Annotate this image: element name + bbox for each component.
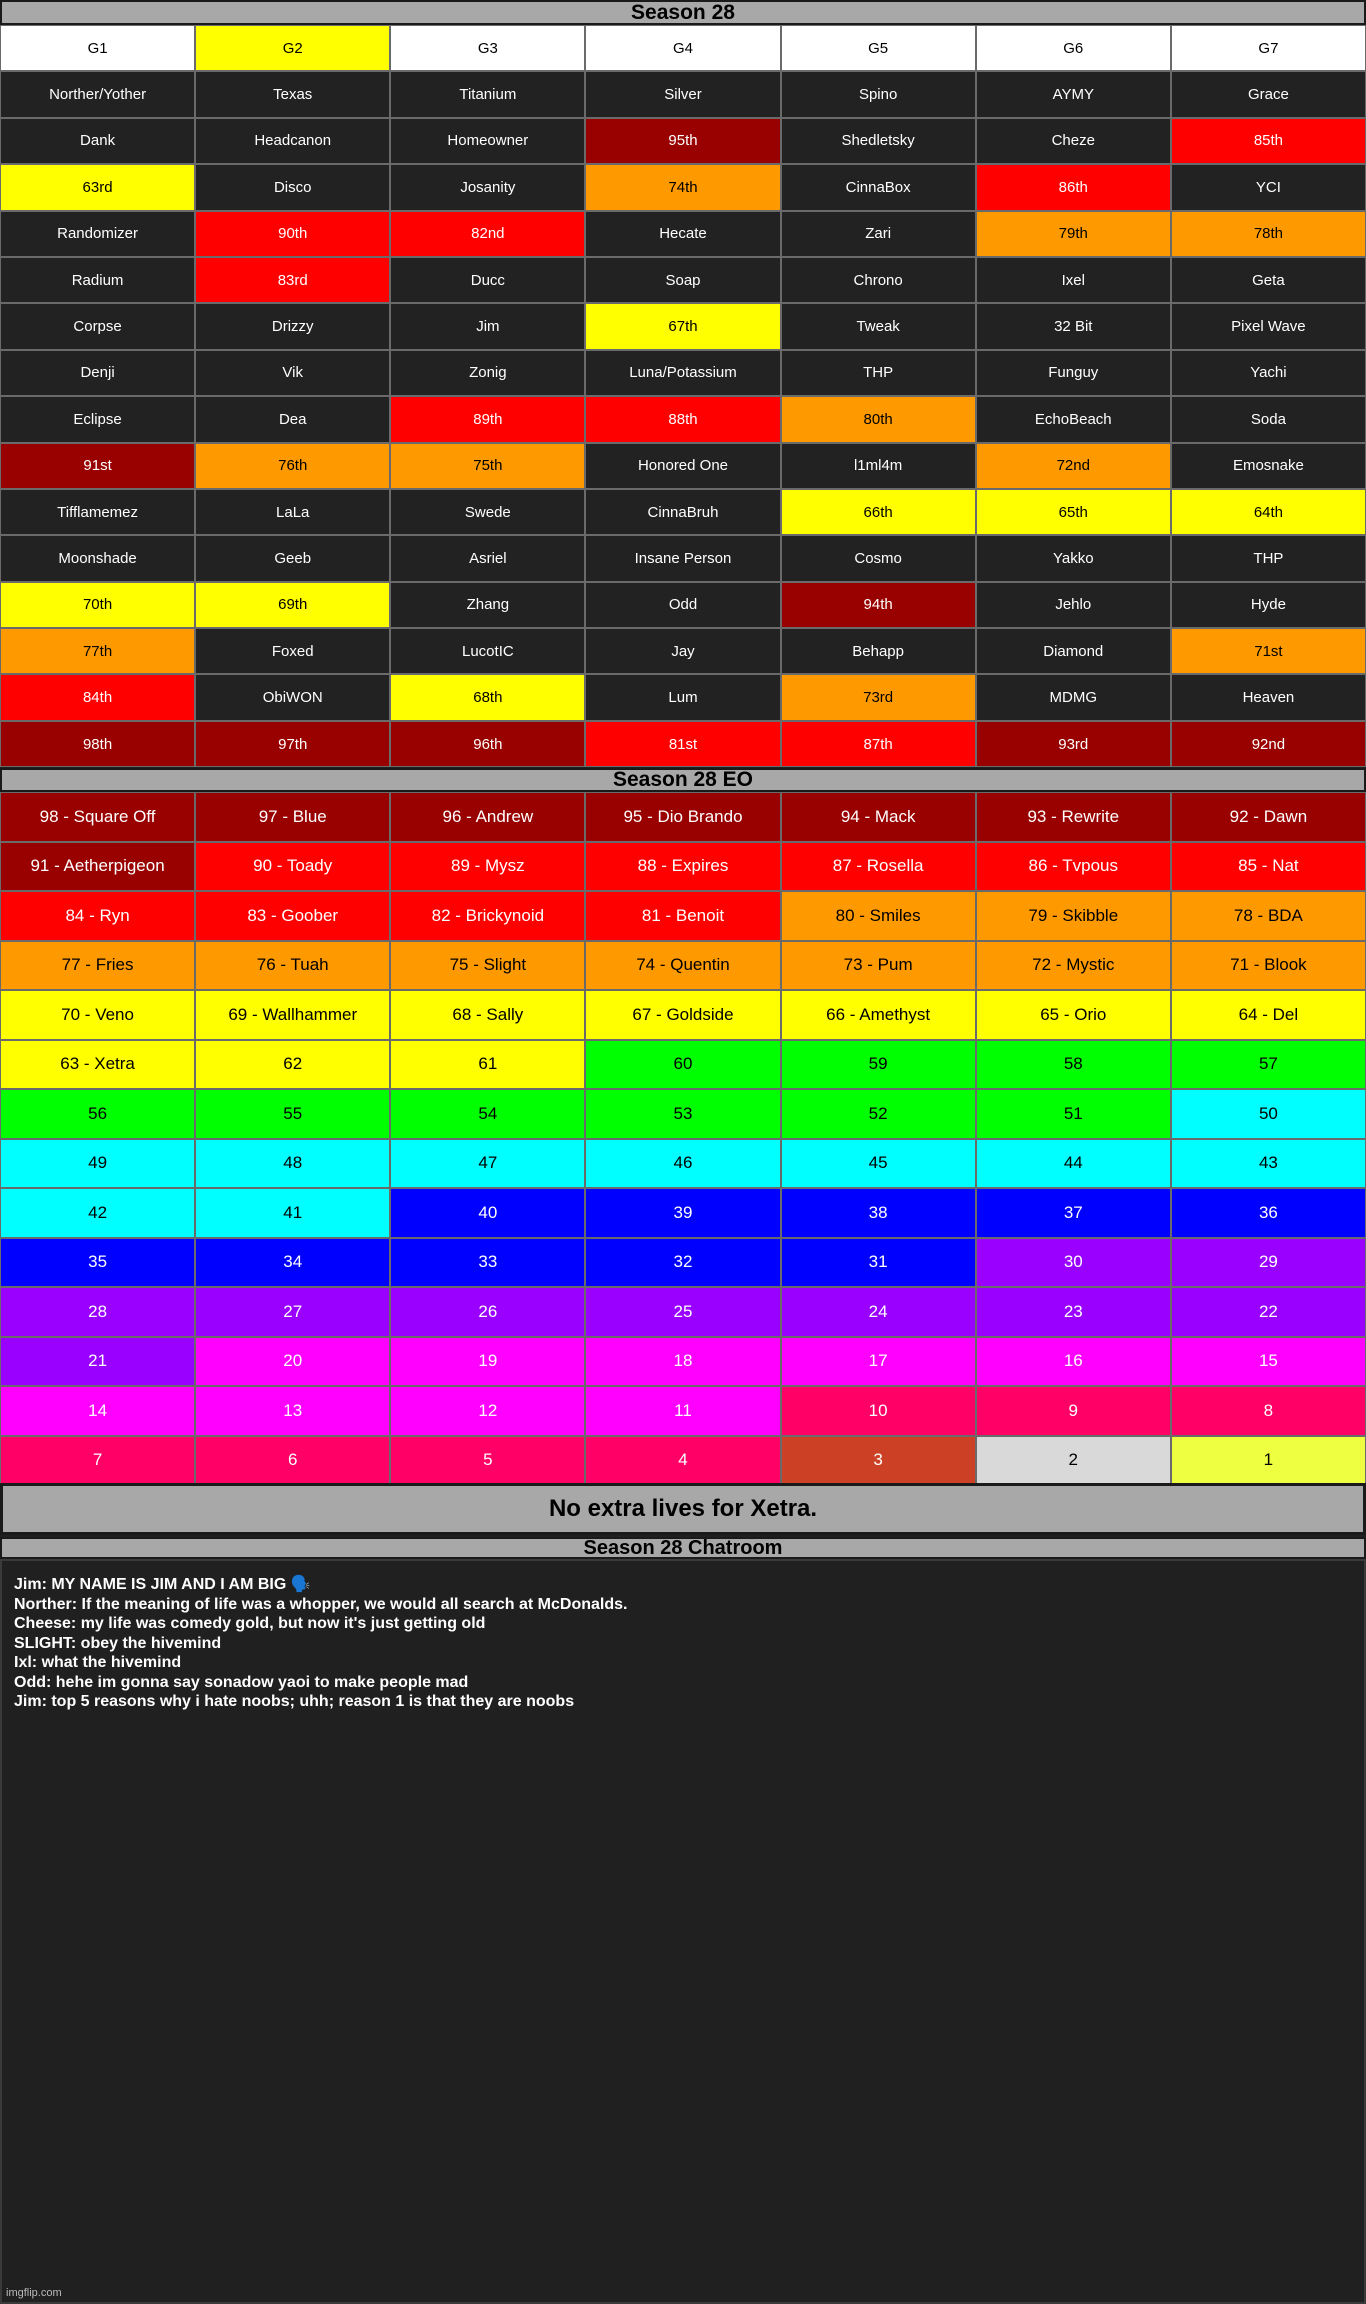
eo-cell: 89 - Mysz xyxy=(390,842,585,892)
roster-cell: Tweak xyxy=(781,303,976,349)
roster-cell: Zhang xyxy=(390,582,585,628)
roster-cell: 68th xyxy=(390,674,585,720)
roster-cell: 93rd xyxy=(976,721,1171,767)
roster-cell: 96th xyxy=(390,721,585,767)
chat-message: Norther: If the meaning of life was a whopper, we would all search at McDonalds. xyxy=(14,1595,628,1613)
roster-cell: 97th xyxy=(195,721,390,767)
roster-cell: 77th xyxy=(0,628,195,674)
roster-cell: Diamond xyxy=(976,628,1171,674)
eo-cell: 56 xyxy=(0,1089,195,1139)
eo-cell: 24 xyxy=(781,1287,976,1337)
roster-cell: Luna/Potassium xyxy=(585,350,780,396)
chatroom-title: Season 28 Chatroom xyxy=(0,1537,1366,1559)
eo-cell: 58 xyxy=(976,1040,1171,1090)
roster-cell: 90th xyxy=(195,211,390,257)
roster-cell: 87th xyxy=(781,721,976,767)
roster-cell: 72nd xyxy=(976,443,1171,489)
roster-grid xyxy=(0,25,1366,767)
eo-cell: 45 xyxy=(781,1139,976,1189)
eo-cell: 7 xyxy=(0,1436,195,1486)
roster-cell: Jehlo xyxy=(976,582,1171,628)
eo-cell: 14 xyxy=(0,1386,195,1436)
roster-cell: Ixel xyxy=(976,257,1171,303)
eo-cell: 44 xyxy=(976,1139,1171,1189)
roster-cell: 92nd xyxy=(1171,721,1366,767)
eo-cell: 96 - Andrew xyxy=(390,792,585,842)
eo-cell: 46 xyxy=(585,1139,780,1189)
eo-cell: 30 xyxy=(976,1238,1171,1288)
eo-cell: 3 xyxy=(781,1436,976,1486)
chat-message: SLIGHT: obey the hivemind xyxy=(14,1634,222,1652)
eo-cell: 64 - Del xyxy=(1171,990,1366,1040)
roster-cell: G5 xyxy=(781,25,976,71)
eo-cell: 80 - Smiles xyxy=(781,891,976,941)
roster-cell: Josanity xyxy=(390,164,585,210)
eo-cell: 41 xyxy=(195,1188,390,1238)
eo-cell: 6 xyxy=(195,1436,390,1486)
eo-cell: 52 xyxy=(781,1089,976,1139)
eo-cell: 88 - Expires xyxy=(585,842,780,892)
eo-cell: 39 xyxy=(585,1188,780,1238)
roster-cell: 69th xyxy=(195,582,390,628)
eo-cell: 19 xyxy=(390,1337,585,1387)
roster-cell: Zari xyxy=(781,211,976,257)
eo-cell: 42 xyxy=(0,1188,195,1238)
eo-title: Season 28 EO xyxy=(0,768,1366,792)
roster-cell: G6 xyxy=(976,25,1171,71)
eo-cell: 77 - Fries xyxy=(0,941,195,991)
roster-cell: Dank xyxy=(0,118,195,164)
eo-cell: 5 xyxy=(390,1436,585,1486)
eo-cell: 85 - Nat xyxy=(1171,842,1366,892)
roster-cell: Vik xyxy=(195,350,390,396)
eo-cell: 18 xyxy=(585,1337,780,1387)
roster-cell: EchoBeach xyxy=(976,396,1171,442)
eo-cell: 26 xyxy=(390,1287,585,1337)
eo-cell: 97 - Blue xyxy=(195,792,390,842)
eo-cell: 66 - Amethyst xyxy=(781,990,976,1040)
eo-cell: 23 xyxy=(976,1287,1171,1337)
roster-cell: Jay xyxy=(585,628,780,674)
roster-cell: 65th xyxy=(976,489,1171,535)
roster-cell: Spino xyxy=(781,71,976,117)
roster-cell: Corpse xyxy=(0,303,195,349)
eo-cell: 12 xyxy=(390,1386,585,1436)
roster-cell: Heaven xyxy=(1171,674,1366,720)
roster-cell: Denji xyxy=(0,350,195,396)
roster-cell: 82nd xyxy=(390,211,585,257)
roster-cell: CinnaBruh xyxy=(585,489,780,535)
eo-cell: 61 xyxy=(390,1040,585,1090)
eo-cell: 59 xyxy=(781,1040,976,1090)
roster-cell: Texas xyxy=(195,71,390,117)
eo-cell: 10 xyxy=(781,1386,976,1436)
roster-cell: 79th xyxy=(976,211,1171,257)
eo-cell: 76 - Tuah xyxy=(195,941,390,991)
roster-cell: Pixel Wave xyxy=(1171,303,1366,349)
eo-cell: 35 xyxy=(0,1238,195,1288)
eo-cell: 82 - Brickynoid xyxy=(390,891,585,941)
roster-cell: YCI xyxy=(1171,164,1366,210)
watermark: imgflip.com xyxy=(6,2287,62,2299)
eo-cell: 33 xyxy=(390,1238,585,1288)
eo-cell: 25 xyxy=(585,1287,780,1337)
roster-cell: Funguy xyxy=(976,350,1171,396)
eo-cell: 69 - Wallhammer xyxy=(195,990,390,1040)
season-title: Season 28 xyxy=(0,0,1366,25)
roster-cell: Geeb xyxy=(195,535,390,581)
roster-cell: Randomizer xyxy=(0,211,195,257)
roster-cell: Cosmo xyxy=(781,535,976,581)
roster-cell: CinnaBox xyxy=(781,164,976,210)
roster-cell: G2 xyxy=(195,25,390,71)
eo-cell: 50 xyxy=(1171,1089,1366,1139)
roster-cell: 89th xyxy=(390,396,585,442)
eo-cell: 55 xyxy=(195,1089,390,1139)
roster-cell: 64th xyxy=(1171,489,1366,535)
roster-cell: Yachi xyxy=(1171,350,1366,396)
roster-cell: 74th xyxy=(585,164,780,210)
roster-cell: Dea xyxy=(195,396,390,442)
eo-cell: 79 - Skibble xyxy=(976,891,1171,941)
roster-cell: Cheze xyxy=(976,118,1171,164)
eo-cell: 27 xyxy=(195,1287,390,1337)
roster-cell: Yakko xyxy=(976,535,1171,581)
eo-cell: 15 xyxy=(1171,1337,1366,1387)
roster-cell: 32 Bit xyxy=(976,303,1171,349)
eo-cell: 95 - Dio Brando xyxy=(585,792,780,842)
eo-cell: 17 xyxy=(781,1337,976,1387)
roster-cell: LaLa xyxy=(195,489,390,535)
roster-cell: 83rd xyxy=(195,257,390,303)
eo-cell: 51 xyxy=(976,1089,1171,1139)
roster-cell: MDMG xyxy=(976,674,1171,720)
roster-cell: Jim xyxy=(390,303,585,349)
eo-cell: 73 - Pum xyxy=(781,941,976,991)
roster-cell: Hyde xyxy=(1171,582,1366,628)
eo-cell: 22 xyxy=(1171,1287,1366,1337)
roster-cell: 75th xyxy=(390,443,585,489)
roster-cell: Titanium xyxy=(390,71,585,117)
roster-cell: l1ml4m xyxy=(781,443,976,489)
eo-cell: 49 xyxy=(0,1139,195,1189)
roster-cell: LucotIC xyxy=(390,628,585,674)
eo-cell: 83 - Goober xyxy=(195,891,390,941)
eo-cell: 2 xyxy=(976,1436,1171,1486)
eo-cell: 84 - Ryn xyxy=(0,891,195,941)
roster-cell: Drizzy xyxy=(195,303,390,349)
roster-cell: Headcanon xyxy=(195,118,390,164)
eo-cell: 47 xyxy=(390,1139,585,1189)
eo-cell: 65 - Orio xyxy=(976,990,1171,1040)
eo-cell: 91 - Aetherpigeon xyxy=(0,842,195,892)
eo-cell: 67 - Goldside xyxy=(585,990,780,1040)
eo-cell: 34 xyxy=(195,1238,390,1288)
eo-cell: 37 xyxy=(976,1188,1171,1238)
eo-cell: 13 xyxy=(195,1386,390,1436)
roster-cell: 91st xyxy=(0,443,195,489)
eo-cell: 38 xyxy=(781,1188,976,1238)
roster-cell: 86th xyxy=(976,164,1171,210)
roster-cell: Behapp xyxy=(781,628,976,674)
eo-cell: 21 xyxy=(0,1337,195,1387)
elimination-order-grid xyxy=(0,792,1366,1485)
eo-cell: 1 xyxy=(1171,1436,1366,1486)
eo-cell: 60 xyxy=(585,1040,780,1090)
roster-cell: ObiWON xyxy=(195,674,390,720)
eo-cell: 53 xyxy=(585,1089,780,1139)
eo-cell: 43 xyxy=(1171,1139,1366,1189)
eo-cell: 68 - Sally xyxy=(390,990,585,1040)
eo-cell: 70 - Veno xyxy=(0,990,195,1040)
roster-cell: 76th xyxy=(195,443,390,489)
eo-cell: 11 xyxy=(585,1386,780,1436)
roster-cell: Lum xyxy=(585,674,780,720)
eo-cell: 78 - BDA xyxy=(1171,891,1366,941)
chat-message: Ixl: what the hivemind xyxy=(14,1654,182,1671)
eo-cell: 4 xyxy=(585,1436,780,1486)
roster-cell: G3 xyxy=(390,25,585,71)
eo-cell: 63 - Xetra xyxy=(0,1040,195,1090)
eo-cell: 74 - Quentin xyxy=(585,941,780,991)
roster-cell: Foxed xyxy=(195,628,390,674)
eo-cell: 16 xyxy=(976,1337,1171,1387)
roster-cell: Homeowner xyxy=(390,118,585,164)
roster-cell: 84th xyxy=(0,674,195,720)
roster-cell: 95th xyxy=(585,118,780,164)
roster-cell: G4 xyxy=(585,25,780,71)
roster-cell: Insane Person xyxy=(585,535,780,581)
roster-cell: THP xyxy=(781,350,976,396)
eo-cell: 75 - Slight xyxy=(390,941,585,991)
chatroom-log xyxy=(0,1559,1366,2304)
roster-cell: Eclipse xyxy=(0,396,195,442)
eo-cell: 36 xyxy=(1171,1188,1366,1238)
eo-cell: 72 - Mystic xyxy=(976,941,1171,991)
roster-cell: Norther/Yother xyxy=(0,71,195,117)
eo-cell: 31 xyxy=(781,1238,976,1288)
roster-cell: Moonshade xyxy=(0,535,195,581)
eo-cell: 92 - Dawn xyxy=(1171,792,1366,842)
roster-cell: Shedletsky xyxy=(781,118,976,164)
roster-cell: 63rd xyxy=(0,164,195,210)
eo-cell: 20 xyxy=(195,1337,390,1387)
eo-cell: 9 xyxy=(976,1386,1171,1436)
eo-cell: 86 - Tvpous xyxy=(976,842,1171,892)
eo-cell: 57 xyxy=(1171,1040,1366,1090)
roster-cell: Geta xyxy=(1171,257,1366,303)
roster-cell: Ducc xyxy=(390,257,585,303)
chat-message: Cheese: my life was comedy gold, but now it's just getting old xyxy=(14,1615,486,1632)
eo-cell: 29 xyxy=(1171,1238,1366,1288)
chat-message: Jim: top 5 reasons why i hate noobs; uhh; reason 1 is that they are noobs xyxy=(14,1693,575,1710)
roster-cell: 94th xyxy=(781,582,976,628)
roster-cell: 67th xyxy=(585,303,780,349)
eo-cell: 32 xyxy=(585,1238,780,1288)
eo-cell: 48 xyxy=(195,1139,390,1189)
roster-cell: Tifflamemez xyxy=(0,489,195,535)
roster-cell: Zonig xyxy=(390,350,585,396)
roster-cell: Swede xyxy=(390,489,585,535)
roster-cell: Odd xyxy=(585,582,780,628)
roster-cell: Emosnake xyxy=(1171,443,1366,489)
roster-cell: 66th xyxy=(781,489,976,535)
roster-cell: G1 xyxy=(0,25,195,71)
roster-cell: Chrono xyxy=(781,257,976,303)
roster-cell: G7 xyxy=(1171,25,1366,71)
roster-cell: Soap xyxy=(585,257,780,303)
roster-cell: Grace xyxy=(1171,71,1366,117)
roster-cell: Silver xyxy=(585,71,780,117)
notice-banner: No extra lives for Xetra. xyxy=(0,1483,1366,1535)
chat-message: Odd: hehe im gonna say sonadow yaoi to make people mad xyxy=(14,1673,469,1691)
roster-cell: 88th xyxy=(585,396,780,442)
eo-cell: 62 xyxy=(195,1040,390,1090)
chat-message: Jim: MY NAME IS JIM AND I AM BIG 🗣️ xyxy=(14,1576,311,1593)
roster-cell: 85th xyxy=(1171,118,1366,164)
eo-cell: 28 xyxy=(0,1287,195,1337)
roster-cell: 98th xyxy=(0,721,195,767)
roster-cell: 71st xyxy=(1171,628,1366,674)
eo-cell: 98 - Square Off xyxy=(0,792,195,842)
eo-cell: 71 - Blook xyxy=(1171,941,1366,991)
eo-cell: 87 - Rosella xyxy=(781,842,976,892)
eo-cell: 90 - Toady xyxy=(195,842,390,892)
eo-cell: 81 - Benoit xyxy=(585,891,780,941)
roster-cell: 73rd xyxy=(781,674,976,720)
roster-cell: 78th xyxy=(1171,211,1366,257)
roster-cell: THP xyxy=(1171,535,1366,581)
eo-cell: 8 xyxy=(1171,1386,1366,1436)
roster-cell: 81st xyxy=(585,721,780,767)
roster-cell: Asriel xyxy=(390,535,585,581)
eo-cell: 40 xyxy=(390,1188,585,1238)
roster-cell: Hecate xyxy=(585,211,780,257)
eo-cell: 93 - Rewrite xyxy=(976,792,1171,842)
roster-cell: AYMY xyxy=(976,71,1171,117)
roster-cell: Radium xyxy=(0,257,195,303)
roster-cell: 70th xyxy=(0,582,195,628)
roster-cell: Soda xyxy=(1171,396,1366,442)
roster-cell: Disco xyxy=(195,164,390,210)
roster-cell: 80th xyxy=(781,396,976,442)
roster-cell: Honored One xyxy=(585,443,780,489)
eo-cell: 94 - Mack xyxy=(781,792,976,842)
eo-cell: 54 xyxy=(390,1089,585,1139)
